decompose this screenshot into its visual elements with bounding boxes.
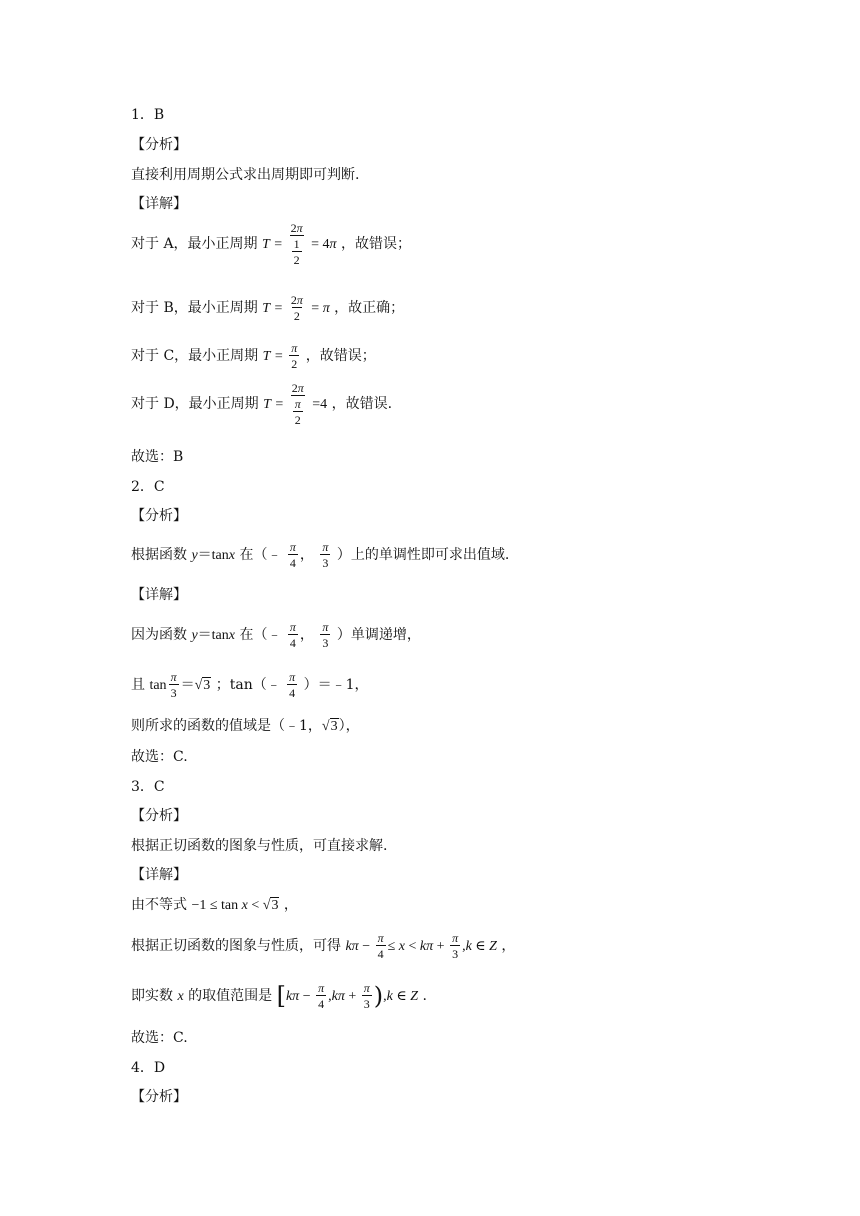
item-3-solution: 根据正切函数的图象与性质，可得 kπ − $\frac{\pi}{4}$ ≤ x < kπ + $\frac{\pi}{3}$ ,k ∈ Z ，: [131, 931, 516, 961]
item-1-detail-label: 【详解】: [131, 196, 187, 212]
item-4-answer: 4．D: [131, 1060, 166, 1076]
item-3-interval: 即实数 x 的取值范围是 [kπ − $\frac{\pi}{4}$ ,kπ + $\frac{\pi}{3}$ ),k ∈ Z .: [131, 981, 427, 1011]
item-3-analysis-text: 根据正切函数的图象与性质，可直接求解.: [131, 838, 388, 854]
item-1-row-b: 对于 B，最小正周期 T = $\frac{2\pi}{2}$ = π ，故正确；: [131, 293, 405, 323]
item-1-answer: 1．B: [131, 107, 165, 123]
item-3-inequality: 由不等式 −1 ≤ tan x < √3 ，: [131, 897, 298, 913]
item-2-analysis-text: 根据函数 y＝tanx 在（﹣ $\frac{\pi}{4}$ ， $\frac{\pi}{3}$ ）上的单调性即可求出值域.: [131, 540, 510, 570]
item-3-answer: 3．C: [131, 779, 165, 795]
item-2-tan-values: 且 tan $\frac{\pi}{3}$ ＝√3 ；tan（﹣ $\frac{\pi}{4}$ ）＝﹣1，: [131, 670, 369, 700]
item-3-analysis-label: 【分析】: [131, 808, 187, 824]
item-4-analysis-label: 【分析】: [131, 1089, 187, 1105]
item-2-range: 则所求的函数的值域是（﹣1，√3），: [131, 718, 360, 734]
item-1-row-c: 对于 C，最小正周期 T = $\frac{\pi}{2}$ ，故错误；: [131, 341, 376, 371]
item-3-conclusion: 故选：C.: [131, 1030, 188, 1046]
item-2-analysis-label: 【分析】: [131, 508, 187, 524]
item-1-conclusion: 故选：B: [131, 449, 184, 465]
item-1-analysis-label: 【分析】: [131, 137, 187, 153]
item-3-detail-label: 【详解】: [131, 867, 187, 883]
item-1-row-a: 对于 A，最小正周期 T = $\frac{2\pi}{\frac{1}{2}}$ = 4π ，故错误；: [131, 221, 411, 267]
item-2-answer: 2．C: [131, 479, 165, 495]
item-2-conclusion: 故选：C.: [131, 749, 188, 765]
item-1-analysis-text: 直接利用周期公式求出周期即可判断.: [131, 167, 360, 183]
item-2-detail-text: 因为函数 y＝tanx 在（﹣ $\frac{\pi}{4}$ ， $\frac{\pi}{3}$ ）单调递增，: [131, 620, 421, 650]
item-1-row-d: 对于 D，最小正周期 T = $\frac{2\pi}{\frac{\pi}{2}}$ =4 ，故错误.: [131, 381, 393, 427]
item-2-detail-label: 【详解】: [131, 587, 187, 603]
